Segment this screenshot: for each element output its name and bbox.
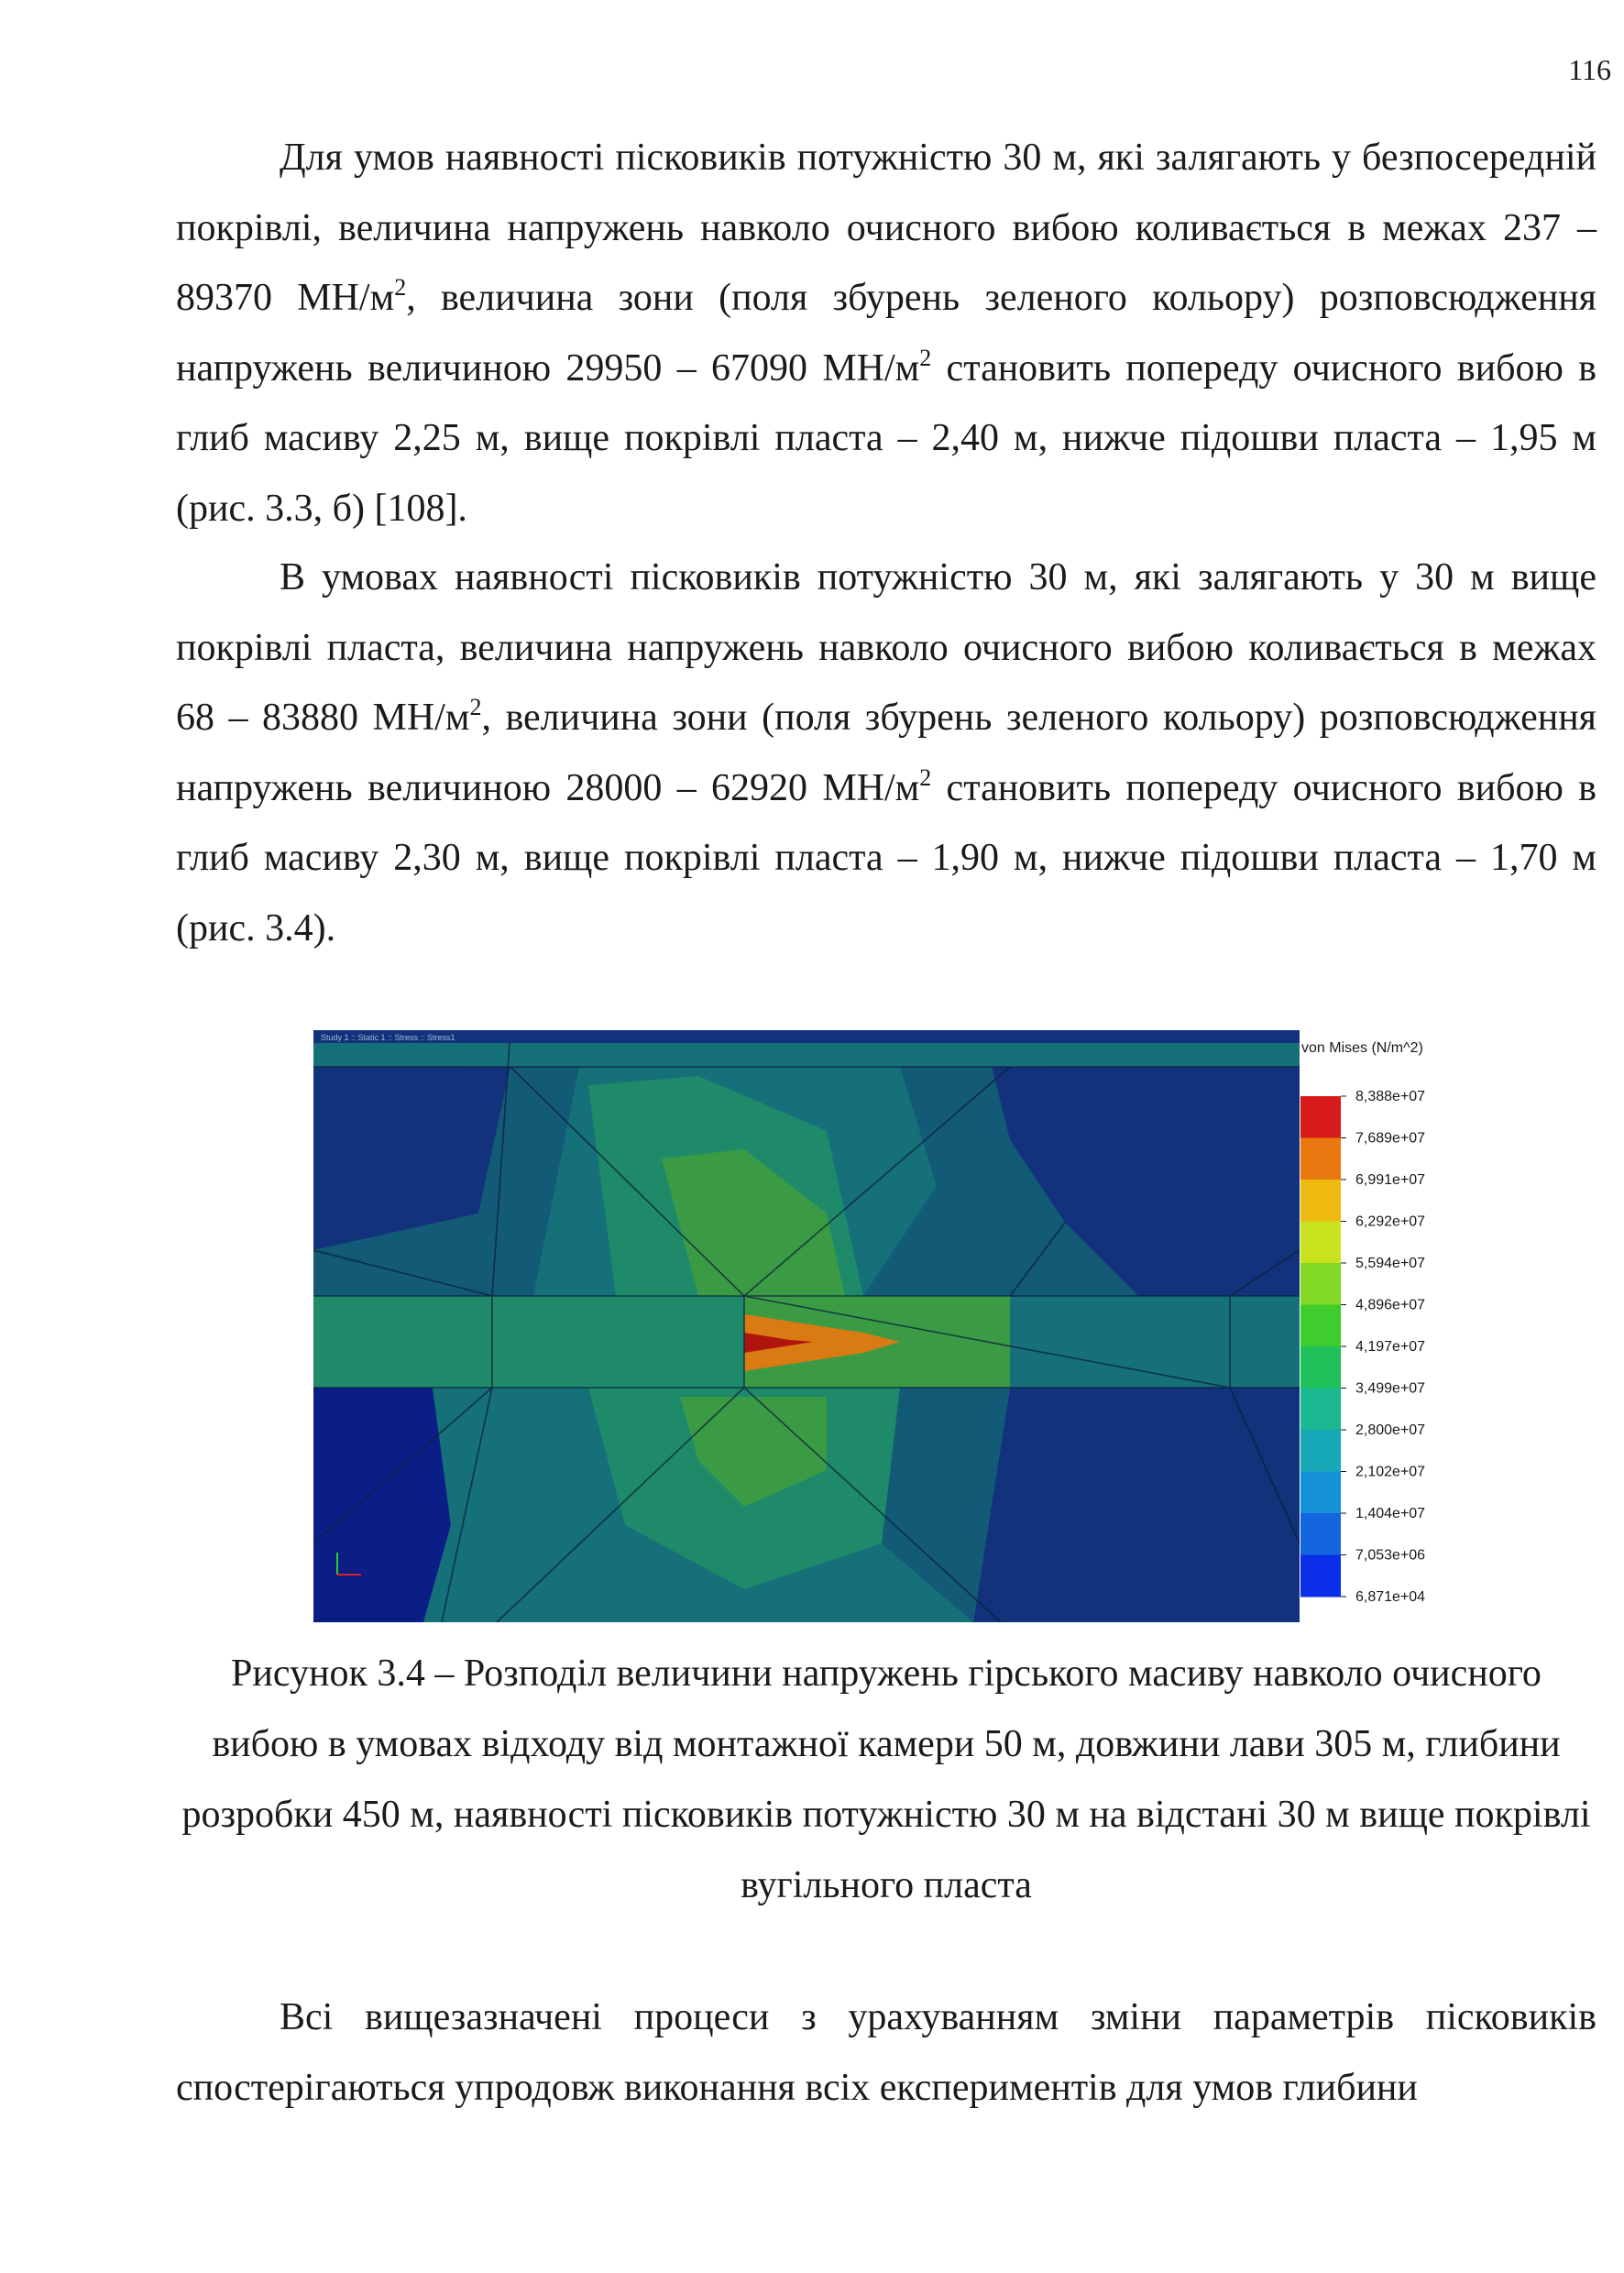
fe-stress-plot (313, 1030, 1300, 1622)
paragraph-1-sup-a: 2 (394, 274, 407, 301)
legend-color-bar (1300, 1180, 1341, 1222)
legend-color-bar (1300, 1389, 1341, 1431)
stress-figure (313, 1030, 1487, 1622)
legend-label: 6,991e+07 (1355, 1172, 1426, 1188)
paragraph-2-text-b: , величина зони (поля збурень зеленого кольору) розповсюдження напружень величиною 28000 – 62920 МН/м (176, 697, 1597, 809)
paragraph-2-text-a: В умовах наявності пісковиків потужністю 30 м, які залягають у 30 м вище покрівлі пласта, величина напружень навколо очисного вибою коливається в межах 68 – 83880 МН/м (176, 556, 1597, 739)
paragraph-1 (176, 123, 1597, 544)
legend-label: 1,404e+07 (1355, 1506, 1426, 1521)
paragraph-2 (176, 543, 1597, 963)
legend-svg (1300, 1030, 1487, 1622)
legend-label: 8,388e+07 (1355, 1089, 1426, 1104)
zone-right-lower-dark (973, 1388, 1300, 1622)
legend-label: 7,689e+07 (1355, 1130, 1426, 1147)
legend-label: 7,053e+06 (1355, 1547, 1426, 1564)
paragraph-1-text-a: Для умов наявності пісковиків потужністю 30 м, які залягають у безпосередній покрівлі, величина напружень навколо очисного вибою коливається в межах 237 – 89370 МН/м (176, 137, 1597, 319)
legend-label: 6,871e+04 (1355, 1589, 1426, 1605)
figure-caption: Рисунок 3.4 – Розподіл величини напружень гірського масиву навколо очисного вибою в умовах відходу від монтажної камери 50 м, довжини лави 305 м, глибини розробки 450 м, наявності пісковиків потужністю 30 м на відстані 30 м вище покрівлі вугільного пласта (181, 1653, 1591, 1906)
legend-color-bar (1300, 1096, 1341, 1138)
legend-title: von Mises (N/m^2) (1301, 1040, 1423, 1056)
header-strip-text: Study 1 :: Static 1 :: Stress :: Stress1 (321, 1033, 455, 1042)
legend-color-bar (1300, 1305, 1341, 1347)
legend-label: 2,102e+07 (1355, 1464, 1426, 1480)
legend-label: 3,499e+07 (1355, 1380, 1426, 1397)
legend-bars (1300, 1096, 1341, 1598)
paragraph-1-text-b: , величина зони (поля збурень зеленого кольору) розповсюдження напружень величиною 29950 – 67090 МН/м (176, 277, 1597, 390)
page-number: 116 (1568, 53, 1611, 86)
paragraph-2-sup-b: 2 (919, 763, 932, 791)
paragraph-2-text-c: становить попереду очисного вибою в глиб масиву 2,30 м, вище покрівлі пласта – 1,90 м, нижче підошви пласта – 1,70 м (рис. 3.4). (176, 766, 1597, 950)
legend-color-bar (1300, 1138, 1341, 1180)
paragraph-3-text: Всі вищезазначені процеси з урахуванням зміни параметрів пісковиків спостерігаються упродовж виконання всіх експериментів для умов глибини (176, 1996, 1597, 2109)
legend-color-bar (1300, 1555, 1341, 1598)
paragraph-2-sup-a: 2 (469, 694, 482, 720)
legend-color-bar (1300, 1472, 1341, 1514)
legend-color-bar (1300, 1222, 1341, 1264)
legend-color-bar (1300, 1430, 1341, 1472)
legend-label: 2,800e+07 (1355, 1422, 1426, 1438)
legend-color-bar (1300, 1263, 1341, 1305)
paragraph-3 (176, 1982, 1597, 2123)
color-legend (1300, 1030, 1487, 1622)
paragraph-1-sup-b: 2 (919, 344, 932, 371)
legend-label: 4,197e+07 (1355, 1339, 1426, 1355)
zone-left-lower-deep (313, 1388, 451, 1622)
legend-label: 4,896e+07 (1355, 1297, 1426, 1313)
legend-color-bar (1300, 1346, 1341, 1389)
legend-label: 6,292e+07 (1355, 1213, 1426, 1230)
legend-label: 5,594e+07 (1355, 1256, 1426, 1271)
paragraph-1-text-c: становить попереду очисного вибою в глиб масиву 2,25 м, вище покрівлі пласта – 2,40 м, нижче підошви пласта – 1,95 м (рис. 3.3, б) [108]. (176, 346, 1597, 530)
legend-labels (1341, 1089, 1425, 1605)
legend-color-bar (1300, 1513, 1341, 1555)
header-strip (313, 1030, 1300, 1043)
